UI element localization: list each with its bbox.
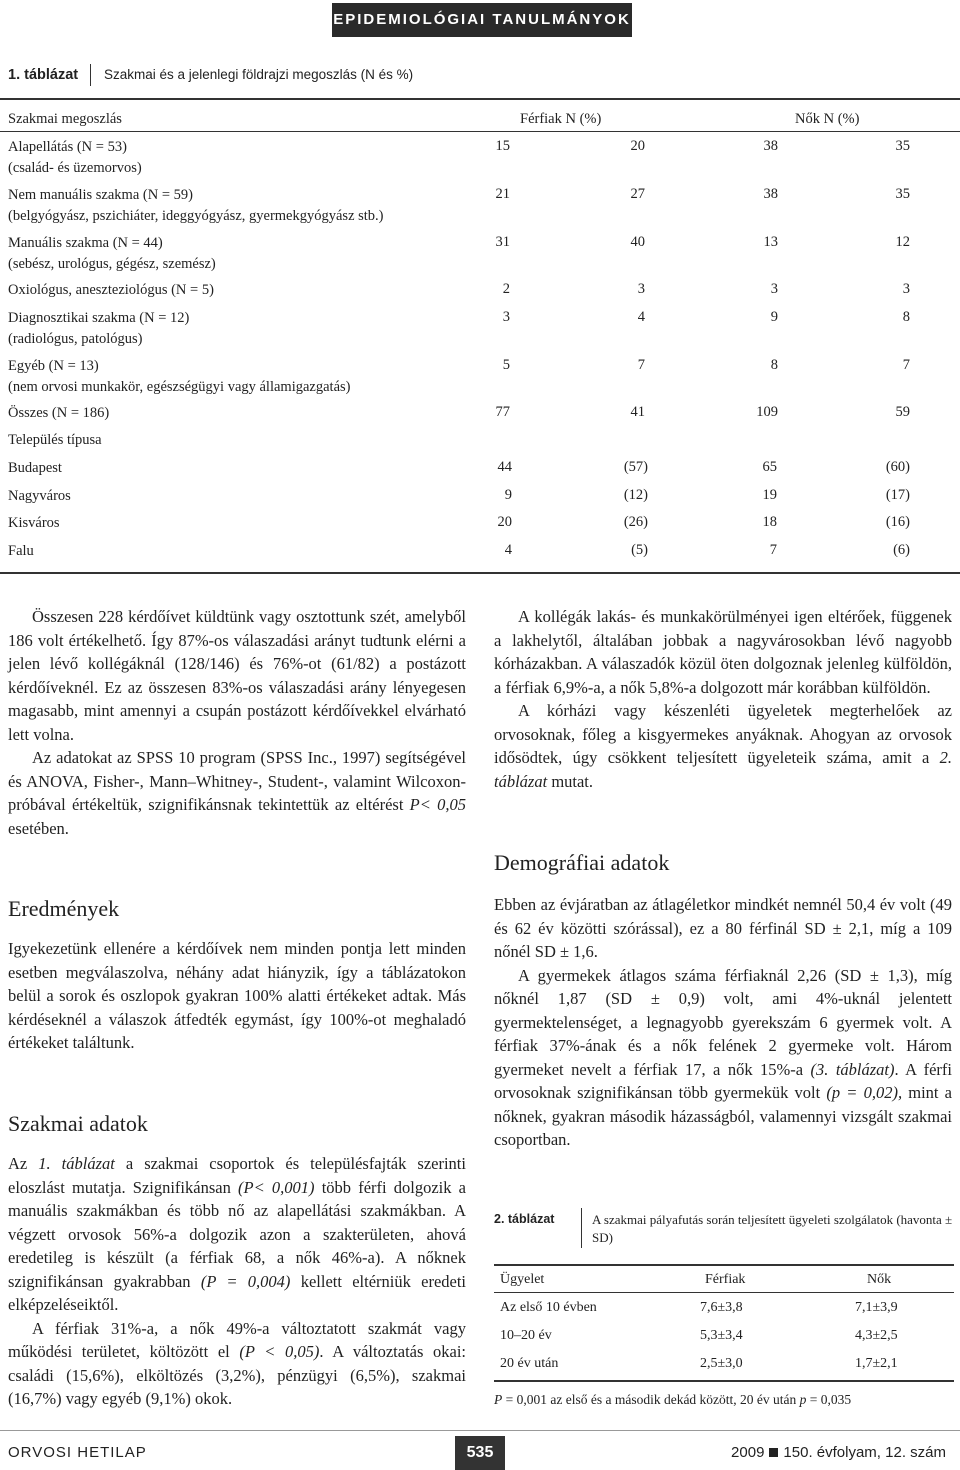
table1-top-rule bbox=[0, 98, 960, 100]
table2-note: P = 0,001 az első és a második dekád között, 20 év után p = 0,035 bbox=[494, 1392, 852, 1407]
table1-label: 1. táblázat bbox=[8, 67, 79, 83]
table1-row-label: Nagyváros bbox=[8, 488, 71, 504]
table1-cell: (26) bbox=[623, 514, 648, 530]
table1-cell: 9 bbox=[770, 309, 778, 325]
table1-cell: 12 bbox=[895, 234, 910, 250]
table2-cell: 7,1±3,9 bbox=[855, 1300, 898, 1315]
table2-cell: 10–20 év bbox=[500, 1328, 552, 1343]
right-column-demographics bbox=[494, 893, 952, 1152]
section-header: EPIDEMIOLÓGIAI TANULMÁNYOK bbox=[332, 3, 632, 37]
caption-divider bbox=[90, 64, 91, 86]
table2-head: Nők bbox=[867, 1272, 892, 1287]
table1-cell: 27 bbox=[630, 186, 645, 202]
table1-cell: (6) bbox=[893, 542, 910, 558]
table1-cell: 8 bbox=[902, 309, 910, 325]
table1-cell: 35 bbox=[895, 186, 910, 202]
table1-cell: (60) bbox=[885, 459, 910, 475]
table1-cell: 3 bbox=[502, 309, 510, 325]
caption-divider bbox=[581, 1208, 582, 1248]
table1-cell: 3 bbox=[770, 281, 778, 297]
table1-cell: (17) bbox=[885, 487, 910, 503]
table2-head: Ügyelet bbox=[500, 1272, 545, 1287]
paragraph: Igyekezetünk ellenére a kérdőívek nem minden pontja lett minden esetben megválaszolva, néhány adat hiányzik, így a táblázatokon belül a sorok és oszlopok gyakran 100% alatti értékeket adtak. Más kérdéseknél a válaszok átfedték egymást, így 100%-ot meghaladó értékeket találtunk. bbox=[8, 939, 466, 1052]
page-number: 535 bbox=[455, 1436, 505, 1470]
paragraph: A gyermekek átlagos száma férfiaknál 2,26 (SD ± 1,3), míg nőknél 1,87 (SD ± 0,9) volt, ami 4%-uknál jelentett gyermektelenséget, a legnagyobb gyerekszám 6 gyermek volt. A férfiak 37%-ának és a nők felének 2 gyermeke volt. Három gyermeket nevelt a férfiak 17, a nők 15%-a (3. táblázat). A férfi orvosoknak szignifikánsan több gyermekük volt (p = 0,02), mint a nőknek, gyakran második házasságból, valamennyi vizsgált szakmai csoportban. bbox=[494, 965, 953, 1149]
table1-row-label: Nem manuális szakma (N = 59) (belgyógyász, pszichiáter, ideggyógyász, gyermekgyógyász stb.) bbox=[8, 187, 384, 224]
table1-cell: 21 bbox=[495, 186, 510, 202]
table1-cell: 7 bbox=[637, 357, 645, 373]
table1-caption bbox=[8, 67, 414, 83]
table1-row-label: Diagnosztikai szakma (N = 12) (radiológus, patológus) bbox=[8, 310, 190, 347]
table1-cell: 5 bbox=[502, 357, 510, 373]
table2-cell: 7,6±3,8 bbox=[700, 1300, 743, 1315]
issue-info: 2009 150. évfolyam, 12. szám bbox=[731, 1444, 946, 1461]
table1-cell: 7 bbox=[902, 357, 910, 373]
left-column-results bbox=[8, 937, 466, 1055]
table1-row-label: Falu bbox=[8, 543, 34, 559]
heading-eredmenyek: Eredmények bbox=[8, 896, 120, 921]
table1-row-label: Egyéb (N = 13) (nem orvosi munkakör, egészségügyi vagy államigazgatás) bbox=[8, 358, 351, 395]
left-column bbox=[8, 605, 466, 840]
square-bullet-icon bbox=[769, 1448, 778, 1457]
table1-cell: 40 bbox=[630, 234, 645, 250]
table1-women-head: Nők N (%) bbox=[795, 111, 860, 127]
table2-label: 2. táblázat bbox=[494, 1212, 555, 1226]
table2-title: A szakmai pályafutás során teljesített ügyeleti szolgálatok (havonta ± SD) bbox=[592, 1212, 953, 1245]
paragraph: Ebben az évjáratban az átlagéletkor mindkét nemnél 50,4 év volt (49 és 62 év közötti szórással), ez a 80 férfinál SD ± 2,1, míg a 109 nőnél SD ± 1,6. bbox=[494, 895, 952, 961]
table1-cell: 8 bbox=[770, 357, 778, 373]
table1-cell: 4 bbox=[637, 309, 645, 325]
table1-cell: 20 bbox=[497, 514, 512, 530]
table2-cell: 1,7±2,1 bbox=[855, 1356, 898, 1371]
table2-cell: 20 év után bbox=[500, 1356, 559, 1371]
table2-cell: 2,5±3,0 bbox=[700, 1356, 743, 1371]
table1-cell: 4 bbox=[504, 542, 512, 558]
table1-cell: 41 bbox=[630, 404, 645, 420]
table1-title: Szakmai és a jelenlegi földrajzi megoszlás (N és %) bbox=[104, 67, 414, 82]
table1-cell: 31 bbox=[495, 234, 510, 250]
table1-cell: 3 bbox=[902, 281, 910, 297]
table1-cell: 19 bbox=[762, 487, 777, 503]
paragraph: A kollégák lakás- és munkakörülményei igen eltérőek, függenek a lakhelytől, általában jobbak a nagyvárosokban lévő nagyobb kórházakban. A válaszadók közül öten dolgoznak jelenleg külföldön, a férfiak 6,9%-a, a nők 5,8%-a dolgozott már korábban külföldön. bbox=[494, 607, 952, 697]
paragraph: A kórházi vagy készenléti ügyeletek megterhelőek az orvosoknak, főleg a kisgyermekes anyáknak. Ahogyan az orvosok idősödtek, úgy csökkent teljesített ügyeleteik száma, amit a 2. táblázat mutat. bbox=[494, 701, 952, 791]
table1-cell: 9 bbox=[504, 487, 512, 503]
table2-head-rule bbox=[494, 1292, 954, 1293]
table1-row-label: Oxiológus, aneszteziológus (N = 5) bbox=[8, 282, 214, 298]
table1-cell: 38 bbox=[763, 138, 778, 154]
table2-head: Férfiak bbox=[705, 1272, 746, 1287]
table1-cell: (12) bbox=[623, 487, 648, 503]
table1-bottom-rule bbox=[0, 572, 960, 574]
table1-col-head: Szakmai megoszlás bbox=[8, 111, 122, 127]
table1-cell: 18 bbox=[762, 514, 777, 530]
table1-cell: 65 bbox=[762, 459, 777, 475]
table1-cell: 59 bbox=[895, 404, 910, 420]
footer-rule bbox=[0, 1430, 960, 1431]
table1-cell: 77 bbox=[495, 404, 510, 420]
table2-cell: 5,3±3,4 bbox=[700, 1328, 743, 1343]
table2-bottom-rule bbox=[494, 1380, 954, 1382]
paragraph: Az adatokat az SPSS 10 program (SPSS Inc., 1997) segítségével és ANOVA, Fisher-, Mann–Whitney-, Student-, valamint Wilcoxon-próbával értékeltük, szignifikánsnak tekintettük az eltérést P< 0,05 esetében. bbox=[8, 748, 466, 838]
table1-cell: 109 bbox=[756, 404, 778, 420]
right-column bbox=[494, 605, 952, 793]
paragraph: Összesen 228 kérdőívet küldtünk vagy osztottunk szét, amelyből 186 volt értékelhető. Így 87%-os válaszadási arányt tudtunk elérni a jelen lévő kollégáknál (128/146) és 76%-ot (61/82) a postázott kérdőíveknél. Ez az összesen 83%-os válaszadási arány lényegesen magasabb, mint amennyi a csupán postázott kérdőívekkel elvárható lett volna. bbox=[8, 607, 466, 744]
table1-row-label: Alapellátás (N = 53) (család- és üzemorvos) bbox=[8, 139, 142, 176]
heading-demografiai: Demográfiai adatok bbox=[494, 850, 670, 875]
table1-cell: (5) bbox=[631, 542, 648, 558]
settlement-heading: Település típusa bbox=[8, 432, 102, 448]
table1-cell: 13 bbox=[763, 234, 778, 250]
table1-cell: 38 bbox=[763, 186, 778, 202]
table1-men-head: Férfiak N (%) bbox=[520, 111, 602, 127]
page-footer bbox=[0, 1436, 960, 1470]
table1-row-label: Budapest bbox=[8, 460, 62, 476]
table1-cell: 3 bbox=[637, 281, 645, 297]
table2-cell: Az első 10 évben bbox=[500, 1300, 597, 1315]
paragraph: Az 1. táblázat a szakmai csoportok és településfajták szerinti eloszlást mutatja. Szignifikánsan (P< 0,001) több férfi dolgozik a manuális szakmákban és több nő az alapellátási szakmákban. A végzett orvosok 56%-a dolgozik azon a szakterületen, ahová eredetileg is készült (a férfiak 68, a nők 46%-a). A nőknek szignifikánsan gyakrabban (P = 0,004) kellett eltérniük eredeti elképzeléseiktől. bbox=[8, 1154, 467, 1314]
table1-row-label: Kisváros bbox=[8, 515, 60, 531]
table1-row-label: Összes (N = 186) bbox=[8, 405, 110, 421]
table1-head-rule bbox=[0, 131, 960, 132]
heading-szakmai-adatok: Szakmai adatok bbox=[8, 1111, 148, 1136]
table1-cell: 7 bbox=[769, 542, 777, 558]
table1-cell: (57) bbox=[623, 459, 648, 475]
table1-cell: 15 bbox=[495, 138, 510, 154]
table1-row-label: Manuális szakma (N = 44) (sebész, urológus, gégész, szemész) bbox=[8, 235, 216, 272]
table1-cell: 35 bbox=[895, 138, 910, 154]
left-column-professional bbox=[8, 1152, 466, 1411]
journal-name: ORVOSI HETILAP bbox=[8, 1444, 147, 1461]
table1-cell: 44 bbox=[497, 459, 512, 475]
table2-cell: 4,3±2,5 bbox=[855, 1328, 898, 1343]
table1-cell: 20 bbox=[630, 138, 645, 154]
paragraph: A férfiak 31%-a, a nők 49%-a változtatott szakmát vagy működési területet, költözött el (P < 0,05). A változtatás okai: családi (15,6%), elköltözés (3,2%), pénzügyi (6,5%), szakmai (16,7%) vagy egyéb (9,1%) okok. bbox=[8, 1318, 466, 1408]
table1-cell: 2 bbox=[502, 281, 510, 297]
table1-cell: (16) bbox=[885, 514, 910, 530]
table2-top-rule bbox=[494, 1264, 954, 1266]
